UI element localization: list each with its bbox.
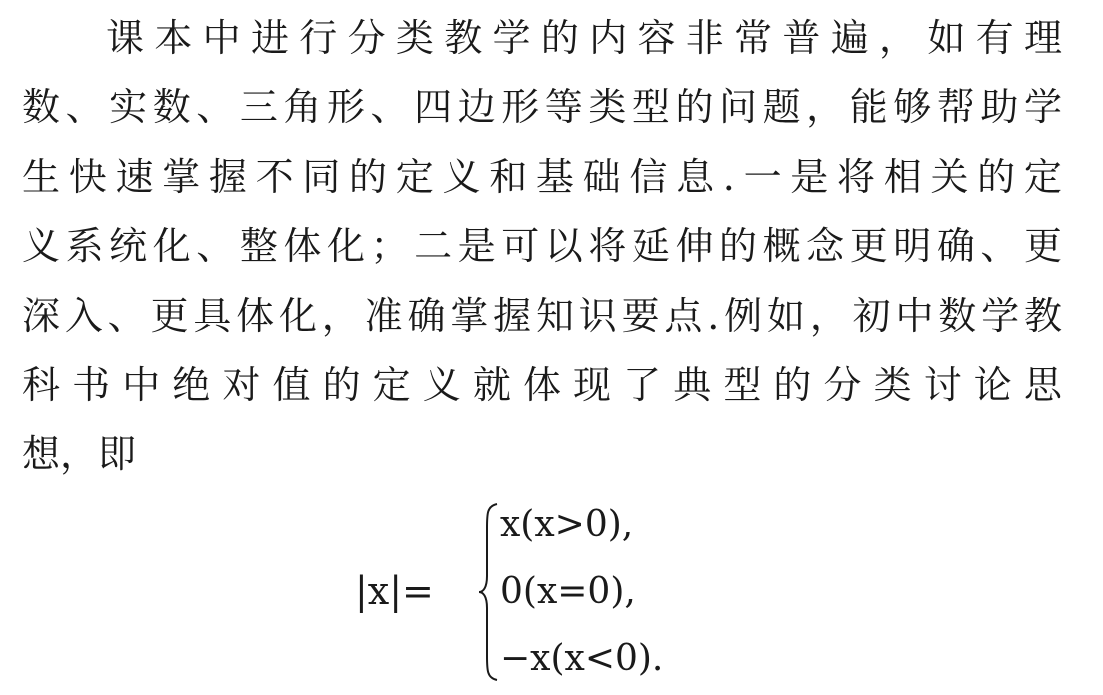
- formula-case-positive: x(x>0),: [500, 504, 634, 545]
- paragraph-char: 教: [1023, 294, 1062, 338]
- paragraph-char: 行: [299, 16, 338, 60]
- paragraph-char: ，: [879, 16, 918, 60]
- paragraph-char: 论: [973, 363, 1012, 407]
- paragraph-line-6: [22, 355, 1062, 415]
- paragraph-char: 思: [1023, 363, 1062, 407]
- paragraph-char: 科: [22, 363, 61, 407]
- paragraph-char: 型: [631, 85, 670, 129]
- paragraph-char: 化: [152, 224, 191, 268]
- paragraph-char: 学: [981, 294, 1020, 338]
- paragraph-char: 帮: [936, 85, 975, 129]
- paragraph-char: 将: [837, 155, 876, 199]
- paragraph-char: 速: [115, 155, 154, 199]
- paragraph-char: 三: [239, 85, 278, 129]
- paragraph-char: 讨: [923, 363, 962, 407]
- paragraph-char: 型: [723, 363, 762, 407]
- paragraph-char: 信: [629, 155, 668, 199]
- paragraph-char: 整: [239, 224, 278, 268]
- paragraph-char: 普: [782, 16, 821, 60]
- paragraph-char: 和: [489, 155, 528, 199]
- paragraph-char: 类: [395, 16, 434, 60]
- paragraph-char: 体: [283, 224, 322, 268]
- paragraph-char: 内: [589, 16, 628, 60]
- paragraph-char: 伸: [675, 224, 714, 268]
- paragraph-char: 同: [302, 155, 341, 199]
- paragraph-char: 角: [283, 85, 322, 129]
- paragraph-char: 知: [535, 294, 574, 338]
- paragraph-char: 教: [444, 16, 483, 60]
- paragraph-char: 绝: [172, 363, 211, 407]
- paragraph-char: 遍: [830, 16, 869, 60]
- paragraph-char: 更: [150, 294, 189, 338]
- paragraph-char: 确: [407, 294, 446, 338]
- paragraph-char: 、: [65, 85, 104, 129]
- paragraph-char: 助: [980, 85, 1019, 129]
- paragraph-line-7: 想，即: [22, 432, 137, 476]
- paragraph-char: 化: [278, 294, 317, 338]
- paragraph-char: ，: [321, 294, 360, 338]
- paragraph-char: 识: [578, 294, 617, 338]
- paragraph-char: ，: [806, 85, 845, 129]
- paragraph-char: 数: [22, 85, 61, 129]
- paragraph-char: 一: [743, 155, 782, 199]
- paragraph-char: 了: [623, 363, 662, 407]
- paragraph-char: 深: [22, 294, 61, 338]
- paragraph-char: 四: [414, 85, 453, 129]
- paragraph-char: 以: [544, 224, 583, 268]
- paragraph-char: 生: [22, 155, 61, 199]
- paragraph-char: 化: [326, 224, 365, 268]
- paragraph-char: 握: [493, 294, 532, 338]
- paragraph-char: 体: [522, 363, 561, 407]
- paragraph-char: 能: [849, 85, 888, 129]
- paragraph-char: 念: [806, 224, 845, 268]
- formula-case-negative: −x(x<0).: [500, 638, 664, 679]
- paragraph-char: 问: [719, 85, 758, 129]
- paragraph-char: 值: [272, 363, 311, 407]
- paragraph-char: 相: [883, 155, 922, 199]
- paragraph-char: ；: [370, 224, 409, 268]
- paragraph-char: 本: [154, 16, 193, 60]
- paragraph-char: 是: [457, 224, 496, 268]
- paragraph-char: 中: [122, 363, 161, 407]
- paragraph-char: 分: [347, 16, 386, 60]
- paragraph-char: 掌: [450, 294, 489, 338]
- paragraph-char: 准: [364, 294, 403, 338]
- paragraph-char: 中: [895, 294, 934, 338]
- paragraph-char: 点: [664, 294, 703, 338]
- paragraph-char: 有: [975, 16, 1014, 60]
- absolute-value-formula: [0, 490, 1103, 695]
- paragraph-char: 分: [823, 363, 862, 407]
- paragraph-char: 基: [535, 155, 574, 199]
- formula-lhs: |x|=: [355, 569, 434, 613]
- left-brace: [477, 502, 499, 682]
- paragraph-char: 、: [196, 85, 235, 129]
- paragraph-char: 要: [621, 294, 660, 338]
- paragraph-char: 明: [893, 224, 932, 268]
- paragraph-char: 更: [1023, 224, 1062, 268]
- paragraph-char: ，: [809, 294, 848, 338]
- paragraph-char: 数: [152, 85, 191, 129]
- paragraph-char: 握: [208, 155, 247, 199]
- paragraph-char: 的: [322, 363, 361, 407]
- paragraph-char: 将: [588, 224, 627, 268]
- formula-case-zero: 0(x=0),: [500, 571, 636, 612]
- paragraph-char: 更: [849, 224, 888, 268]
- paragraph-char: 关: [930, 155, 969, 199]
- paragraph-char: 形: [326, 85, 365, 129]
- paragraph-char: 的: [675, 85, 714, 129]
- paragraph-char: .: [707, 294, 720, 338]
- paragraph-line-1: [106, 8, 1062, 68]
- paragraph-char: 体: [236, 294, 275, 338]
- paragraph-char: 数: [938, 294, 977, 338]
- paragraph-char: 概: [762, 224, 801, 268]
- paragraph-char: 例: [724, 294, 763, 338]
- paragraph-char: 如: [766, 294, 805, 338]
- paragraph-char: 理: [1023, 16, 1062, 60]
- paragraph-char: 书: [72, 363, 111, 407]
- paragraph-char: 类: [873, 363, 912, 407]
- paragraph-char: .: [722, 155, 735, 199]
- paragraph-char: 学: [1023, 85, 1062, 129]
- paragraph-char: 、: [980, 224, 1019, 268]
- paragraph-char: 义: [422, 363, 461, 407]
- paragraph-char: 具: [193, 294, 232, 338]
- paragraph-char: 学: [492, 16, 531, 60]
- paragraph-char: 不: [255, 155, 294, 199]
- paragraph-char: 等: [544, 85, 583, 129]
- paragraph-char: 中: [202, 16, 241, 60]
- paragraph-char: 的: [540, 16, 579, 60]
- paragraph-char: 、: [370, 85, 409, 129]
- paragraph-char: 确: [936, 224, 975, 268]
- paragraph-char: 边: [457, 85, 496, 129]
- paragraph-char: 二: [414, 224, 453, 268]
- paragraph-char: 延: [631, 224, 670, 268]
- paragraph-char: 的: [977, 155, 1016, 199]
- paragraph-char: 容: [637, 16, 676, 60]
- paragraph-char: 的: [349, 155, 388, 199]
- paragraph-char: 的: [719, 224, 758, 268]
- paragraph-char: 的: [773, 363, 812, 407]
- paragraph-char: 对: [222, 363, 261, 407]
- paragraph-char: 义: [22, 224, 61, 268]
- paragraph-char: 息: [676, 155, 715, 199]
- paragraph-char: 定: [1023, 155, 1062, 199]
- paragraph-char: 类: [588, 85, 627, 129]
- paragraph-char: 课: [106, 16, 145, 60]
- paragraph-char: 现: [573, 363, 612, 407]
- paragraph-line-5: [22, 286, 1062, 346]
- paragraph-char: 快: [68, 155, 107, 199]
- paragraph-char: 常: [734, 16, 773, 60]
- paragraph-char: 就: [472, 363, 511, 407]
- paragraph-char: 、: [107, 294, 146, 338]
- paragraph-line-3: [22, 147, 1062, 207]
- paragraph-char: 非: [685, 16, 724, 60]
- paragraph-char: 实: [109, 85, 148, 129]
- paragraph-char: 定: [372, 363, 411, 407]
- paragraph-char: 系: [65, 224, 104, 268]
- paragraph-char: 础: [582, 155, 621, 199]
- paragraph-char: 定: [395, 155, 434, 199]
- paragraph-char: 够: [893, 85, 932, 129]
- paragraph-char: 形: [501, 85, 540, 129]
- paragraph-char: 可: [501, 224, 540, 268]
- paragraph-char: 如: [927, 16, 966, 60]
- paragraph-line-4: [22, 216, 1062, 276]
- paragraph-char: 是: [790, 155, 829, 199]
- paragraph-char: 、: [196, 224, 235, 268]
- paragraph-char: 题: [762, 85, 801, 129]
- paragraph-char: 典: [673, 363, 712, 407]
- paragraph-char: 掌: [162, 155, 201, 199]
- paragraph-char: 统: [109, 224, 148, 268]
- paragraph-char: 义: [442, 155, 481, 199]
- paragraph-char: 初: [852, 294, 891, 338]
- paragraph-char: 进: [250, 16, 289, 60]
- paragraph-line-2: [22, 77, 1062, 137]
- paragraph-char: 入: [64, 294, 103, 338]
